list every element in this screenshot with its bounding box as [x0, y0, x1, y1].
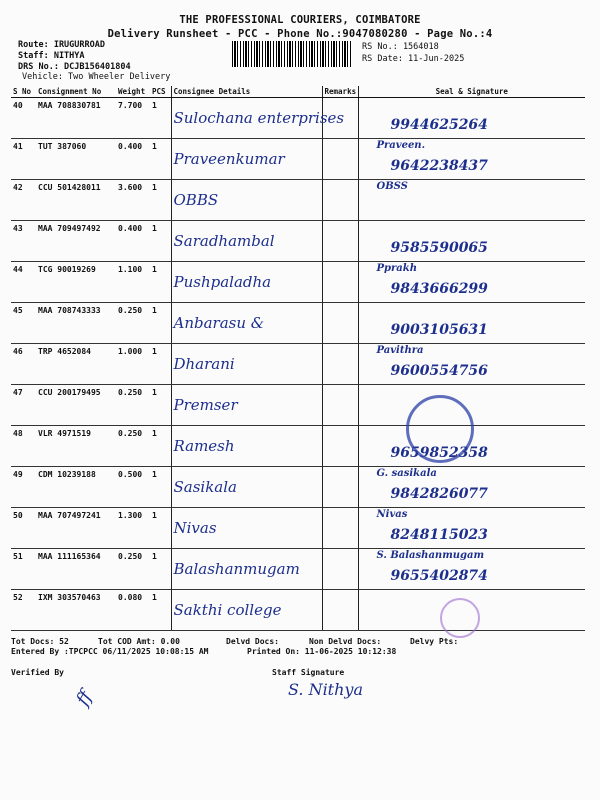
row-signature-phone: 9944625264 — [390, 117, 488, 133]
row-sno: 42 — [11, 180, 36, 221]
row-signature-phone: 9003105631 — [390, 322, 488, 338]
delivery-points: Delvy Pts: — [410, 637, 459, 646]
staff-signature-label: Staff Signature — [272, 668, 345, 677]
row-weight: 0.500 — [116, 467, 150, 508]
row-pcs: 1 — [150, 426, 171, 467]
table-row — [11, 385, 585, 426]
row-remarks — [322, 344, 358, 385]
row-consignee-cell — [171, 426, 322, 467]
row-signature-name: Pavithra — [376, 345, 424, 356]
row-weight: 0.250 — [116, 426, 150, 467]
row-signature-phone: 8248115023 — [390, 527, 488, 543]
row-sno: 45 — [11, 303, 36, 344]
row-consignee: Sasikala — [173, 478, 237, 496]
vehicle-label: Vehicle: Two Wheeler Delivery — [22, 72, 171, 82]
row-consignee-cell — [171, 344, 322, 385]
row-consignee-cell — [171, 303, 322, 344]
row-consignee-cell — [171, 467, 322, 508]
row-consignee-cell — [171, 590, 322, 631]
row-pcs: 1 — [150, 221, 171, 262]
courier-stamp — [406, 395, 474, 463]
table-header-row — [11, 86, 585, 98]
row-remarks — [322, 180, 358, 221]
row-sno: 44 — [11, 262, 36, 303]
row-consignee: Sakthi college — [173, 601, 282, 619]
table-row — [11, 262, 585, 303]
row-pcs: 1 — [150, 180, 171, 221]
table-row — [11, 221, 585, 262]
staff-label: Staff: NITHYA — [18, 51, 85, 61]
table-row — [11, 344, 585, 385]
row-consignment: MAA 708743333 — [36, 303, 116, 344]
row-consignee: Anbarasu & — [173, 314, 265, 332]
col-header-seal: Seal & Signature — [358, 86, 585, 98]
row-pcs: 1 — [150, 303, 171, 344]
row-pcs: 1 — [150, 262, 171, 303]
row-remarks — [322, 385, 358, 426]
row-weight: 1.100 — [116, 262, 150, 303]
row-consignment: MAA 707497241 — [36, 508, 116, 549]
col-header-remarks: Remarks — [322, 86, 358, 98]
row-signature-cell — [358, 549, 585, 590]
non-delivered-docs: Non Delvd Docs: — [309, 637, 382, 646]
table-row — [11, 139, 585, 180]
row-consignee: Dharani — [173, 355, 235, 373]
row-consignee-cell — [171, 139, 322, 180]
row-consignee-cell — [171, 508, 322, 549]
row-weight: 1.300 — [116, 508, 150, 549]
route-label: Route: IRUGURROAD — [18, 40, 105, 50]
row-sno: 50 — [11, 508, 36, 549]
row-weight: 0.250 — [116, 385, 150, 426]
row-signature-phone: 9585590065 — [390, 240, 488, 256]
printed-on: Printed On: 11-06-2025 10:12:38 — [247, 647, 397, 656]
row-weight: 0.250 — [116, 549, 150, 590]
row-pcs: 1 — [150, 549, 171, 590]
row-consignee: Praveenkumar — [173, 150, 285, 168]
row-remarks — [322, 139, 358, 180]
row-remarks — [322, 590, 358, 631]
row-sno: 52 — [11, 590, 36, 631]
row-signature-cell — [358, 344, 585, 385]
row-signature-phone: 9842826077 — [390, 486, 488, 502]
row-weight: 0.080 — [116, 590, 150, 631]
row-remarks — [322, 467, 358, 508]
barcode-image — [232, 41, 352, 67]
row-remarks — [322, 262, 358, 303]
row-signature-cell — [358, 467, 585, 508]
row-sno: 43 — [11, 221, 36, 262]
table-row — [11, 98, 585, 139]
row-signature-cell — [358, 98, 585, 139]
row-signature-cell — [358, 508, 585, 549]
row-signature-phone: 9655402874 — [390, 568, 488, 584]
row-pcs: 1 — [150, 467, 171, 508]
row-weight: 3.600 — [116, 180, 150, 221]
row-pcs: 1 — [150, 508, 171, 549]
verified-by-label: Verified By — [11, 668, 64, 677]
row-sno: 49 — [11, 467, 36, 508]
row-consignment: CCU 501428011 — [36, 180, 116, 221]
row-signature-cell — [358, 262, 585, 303]
col-header-pcs: PCS — [150, 86, 171, 98]
col-header-consignment: Consignment No — [36, 86, 116, 98]
row-sno: 41 — [11, 139, 36, 180]
company-title: THE PROFESSIONAL COURIERS, COIMBATORE — [179, 14, 421, 26]
row-pcs: 1 — [150, 344, 171, 385]
row-remarks — [322, 426, 358, 467]
row-consignee-cell — [171, 98, 345, 139]
row-consignee: Ramesh — [173, 437, 235, 455]
row-signature-name: OBSS — [376, 181, 408, 192]
row-weight: 1.000 — [116, 344, 150, 385]
row-consignment: IXM 303570463 — [36, 590, 116, 631]
verifier-signature: ff — [72, 687, 97, 710]
rs-date: RS Date: 11-Jun-2025 — [362, 54, 465, 64]
row-consignee: Balashanmugam — [173, 560, 300, 578]
row-consignee: Pushpaladha — [173, 273, 272, 291]
table-row — [11, 549, 585, 590]
row-pcs: 1 — [150, 139, 171, 180]
row-sno: 48 — [11, 426, 36, 467]
row-consignee: Premser — [173, 396, 238, 414]
row-signature-name: Pprakh — [376, 263, 417, 274]
row-signature-phone: 9600554756 — [390, 363, 488, 379]
row-signature-name: S. Balashanmugam — [376, 550, 485, 561]
row-signature-name: G. sasikala — [376, 468, 437, 479]
row-pcs: 1 — [150, 385, 171, 426]
row-weight: 7.700 — [116, 98, 150, 139]
row-weight: 0.400 — [116, 221, 150, 262]
row-consignment: MAA 708830781 — [36, 98, 116, 139]
row-remarks — [322, 221, 358, 262]
row-signature-name: Praveen. — [376, 140, 426, 151]
row-weight: 0.250 — [116, 303, 150, 344]
row-consignment: VLR 4971519 — [36, 426, 116, 467]
row-consignment: TUT 387060 — [36, 139, 116, 180]
staff-handwritten-signature: S. Nithya — [288, 680, 363, 699]
row-signature-phone: 9659852358 — [390, 445, 488, 461]
row-sno: 46 — [11, 344, 36, 385]
col-header-sno: S No — [11, 86, 36, 98]
row-signature-cell — [358, 139, 585, 180]
row-remarks — [322, 549, 358, 590]
row-signature-phone: 9843666299 — [390, 281, 488, 297]
delivery-table — [11, 86, 585, 631]
table-row — [11, 426, 585, 467]
row-consignee-cell — [171, 385, 322, 426]
row-consignment: MAA 111165364 — [36, 549, 116, 590]
row-consignee: OBBS — [173, 191, 219, 209]
row-signature-phone: 9642238437 — [390, 158, 488, 174]
row-pcs: 1 — [150, 98, 171, 139]
row-pcs: 1 — [150, 590, 171, 631]
row-remarks — [322, 303, 358, 344]
col-header-consignee: Consignee Details — [171, 86, 322, 98]
total-cod: Tot COD Amt: 0.00 — [98, 637, 180, 646]
row-sno: 51 — [11, 549, 36, 590]
row-consignee-cell — [171, 221, 322, 262]
col-header-weight: Weight — [116, 86, 150, 98]
table-row — [11, 508, 585, 549]
row-signature-cell — [358, 221, 585, 262]
row-consignee-cell — [171, 549, 322, 590]
row-signature-cell — [358, 303, 585, 344]
row-sno: 40 — [11, 98, 36, 139]
row-consignment: CCU 200179495 — [36, 385, 116, 426]
table-row — [11, 467, 585, 508]
runsheet-title: Delivery Runsheet - PCC - Phone No.:9047080280 - Page No.:4 — [107, 28, 493, 40]
row-consignment: CDM 10239188 — [36, 467, 116, 508]
row-consignee: Sulochana enterprises — [173, 109, 345, 127]
college-stamp — [440, 598, 480, 638]
row-consignment: TRP 4652084 — [36, 344, 116, 385]
row-consignee: Saradhambal — [173, 232, 275, 250]
entered-by: Entered By :TPCPCC 06/11/2025 10:08:15 AM — [11, 647, 209, 656]
row-consignment: MAA 709497492 — [36, 221, 116, 262]
table-row — [11, 590, 585, 631]
row-weight: 0.400 — [116, 139, 150, 180]
row-remarks — [322, 508, 358, 549]
row-signature-cell — [358, 180, 585, 221]
row-consignee: Nivas — [173, 519, 217, 537]
row-consignment: TCG 90019269 — [36, 262, 116, 303]
table-row — [11, 180, 585, 221]
rs-number: RS No.: 1564018 — [362, 42, 439, 52]
table-row — [11, 303, 585, 344]
row-signature-name: Nivas — [376, 509, 408, 520]
row-consignee-cell — [171, 180, 322, 221]
row-sno: 47 — [11, 385, 36, 426]
total-docs: Tot Docs: 52 — [11, 637, 69, 646]
drs-number: DRS No.: DCJB156401804 — [18, 62, 131, 72]
row-consignee-cell — [171, 262, 322, 303]
delivered-docs: Delvd Docs: — [226, 637, 279, 646]
